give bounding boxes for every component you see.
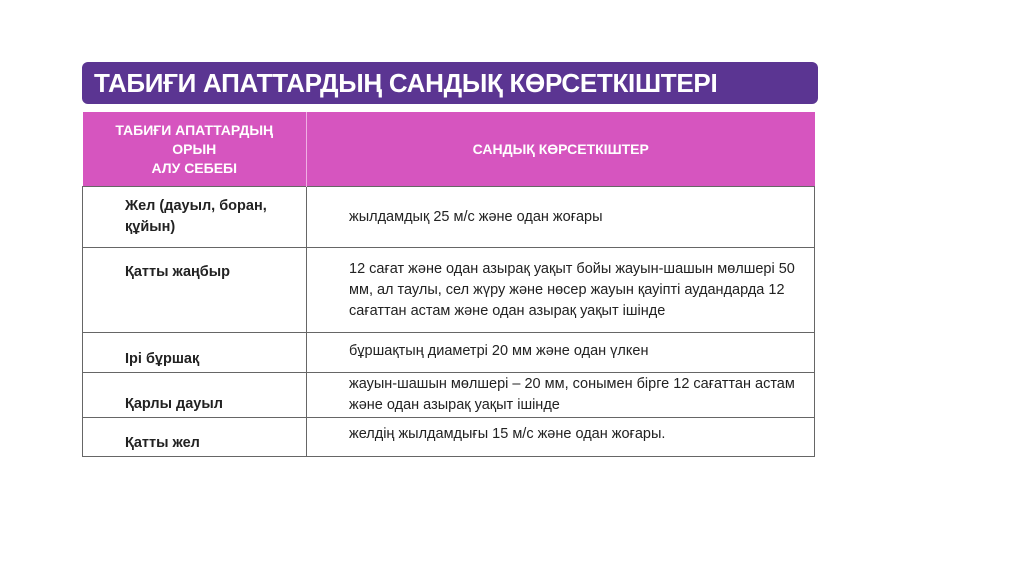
table-row [83,248,815,333]
value-cell: бұршақтың диаметрі 20 мм және одан үлкен [307,333,815,373]
page-title: ТАБИҒИ АПАТТАРДЫҢ САНДЫҚ КӨРСЕТКІШТЕРІ [82,62,818,104]
hazard-table [82,112,815,457]
table-row [83,373,815,418]
value-cell: жауын-шашын мөлшері – 20 мм, сонымен бірге 12 сағаттан астам және одан азырақ уақыт ішінде [307,373,815,418]
header-cause-line: АЛУ СЕБЕБІ [151,159,237,176]
cause-cell: Жел (дауыл, боран, құйын) [83,187,307,248]
header-cause-line: ТАБИҒИ АПАТТАРДЫҢ [115,121,274,138]
cause-cell: Қатты жаңбыр [83,248,307,333]
header-cause-line: ОРЫН [172,140,217,157]
value-cell: 12 сағат және одан азырақ уақыт бойы жауын-шашын мөлшері 50 мм, ал таулы, сел жүру және нөсер жауын қауіпті аудандарда 12 сағаттан астам және одан азырақ уақыт ішінде [307,248,815,333]
header-value: САНДЫҚ КӨРСЕТКІШТЕР [307,112,815,187]
value-cell: жылдамдық 25 м/с және одан жоғары [307,187,815,248]
value-cell: желдің жылдамдығы 15 м/с және одан жоғары. [307,418,815,457]
cause-cell: Қатты жел [83,418,307,457]
cause-cell: Ірі бұршақ [83,333,307,373]
cause-cell: Қарлы дауыл [83,373,307,418]
header-cause [83,112,307,187]
table-row [83,333,815,373]
table-row [83,187,815,248]
table-row [83,418,815,457]
table-header-row [83,112,815,187]
